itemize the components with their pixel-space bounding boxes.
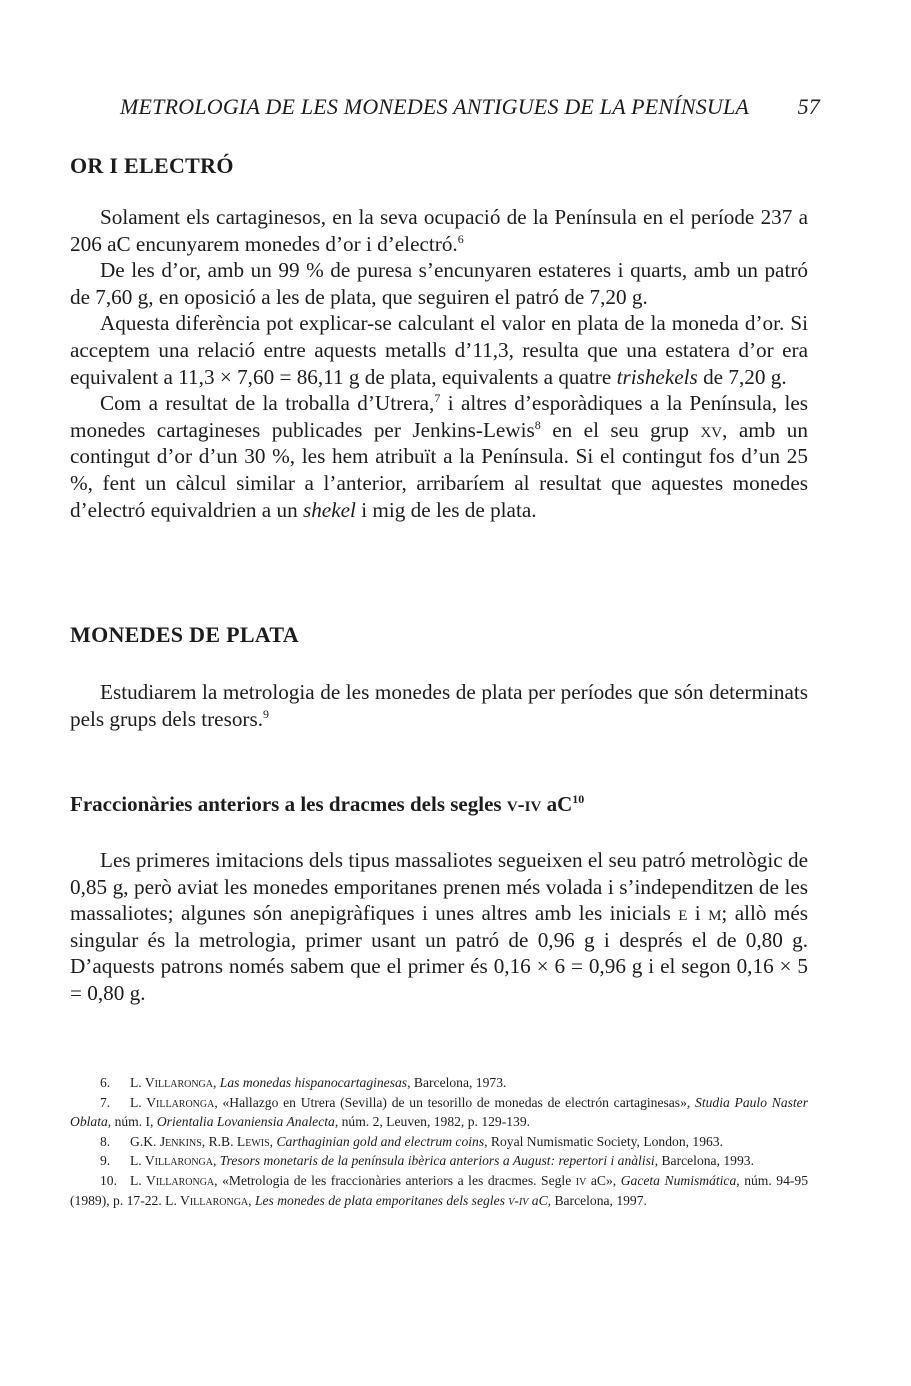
footnote-ref: 9	[263, 706, 270, 721]
paragraph-text: Estudiarem la metrologia de les monedes de plata per períodes que són determinats pels grups dels tresors.	[70, 680, 808, 731]
heading-fraccionaries	[70, 792, 584, 817]
small-caps-numeral: v-iv	[508, 1192, 529, 1208]
running-header	[120, 94, 820, 120]
small-caps-numeral: iv	[575, 1172, 587, 1188]
footnote-ref: 8	[534, 417, 541, 432]
footnote-author: L. Villaronga	[165, 1192, 249, 1208]
paragraph	[70, 679, 808, 732]
footnote-title: Studia Paulo Naster Oblata	[70, 1094, 809, 1130]
footnote-text: , «Hallazgo en Utrera (Sevilla) de un tesorillo de monedas de electrón cartaginesas»,	[214, 1094, 696, 1110]
footnote-text: , núm. 2, Leuven, 1982, p. 129-139.	[334, 1114, 531, 1130]
footnote-author: L. Villaronga	[130, 1075, 213, 1090]
heading-or-electro: OR I ELECTRÓ	[70, 153, 234, 178]
section-monedes-plata-text	[70, 679, 808, 732]
footnote-6	[70, 1073, 808, 1093]
footnote-ref: 6	[457, 231, 464, 246]
footnote-9	[70, 1151, 808, 1171]
footnote-ref: 10	[572, 792, 585, 806]
footnote-text: , Royal Numismatic Society, London, 1963.	[484, 1133, 723, 1149]
footnote-text: , Barcelona, 1997.	[547, 1192, 647, 1208]
heading-text: Fraccionàries anteriors a les dracmes dels segles	[70, 792, 507, 816]
section-or-electro-text	[70, 204, 808, 523]
paragraph-text: i	[687, 901, 709, 926]
footnote-title: Orientalia Lovaniensia Analecta	[156, 1114, 335, 1130]
footnote-author: L. Villaronga	[130, 1153, 213, 1169]
footnotes	[70, 1073, 808, 1210]
footnote-ref: 7	[434, 391, 441, 406]
footnote-text: aC»,	[586, 1172, 621, 1188]
paragraph-text: Aquesta diferència pot explicar-se calculant el valor en plata de la moneda d’or. Si acceptem una relació entre aquests metalls d’11,3, resulta que una estatera d’or era equivalent a 11,3 × 7,60 = 86,11 g de plata, equivalents a quatre	[70, 311, 808, 389]
footnote-number: 8.	[100, 1133, 111, 1149]
footnote-number: 7.	[100, 1094, 111, 1110]
footnote-text: ,	[248, 1192, 255, 1208]
footnote-8	[70, 1132, 808, 1152]
footnote-title: Las monedas hispanocartaginesas	[219, 1075, 408, 1090]
paragraph-text: , amb un contingut d’or d’un 30 %, les hem atribuït a la Península. Si el contingut fos d’un 25 %, fent un càlcul similar a l’anterior, arribaríem al resultat que aquestes monedes d’electró equivaldrien a un	[70, 417, 808, 522]
footnote-number: 6.	[100, 1075, 111, 1090]
paragraph: De les d’or, amb un 99 % de puresa s’encunyaren estateres i quarts, amb un patró de 7,60 g, en oposició a les de plata, que seguiren el patró de 7,20 g.	[70, 258, 808, 309]
footnote-text: , núm. I,	[107, 1114, 157, 1130]
footnote-text: ,	[213, 1075, 220, 1090]
paragraph	[70, 204, 808, 257]
footnote-text: ,	[213, 1153, 220, 1169]
paragraph	[70, 390, 808, 523]
page-number: 57	[797, 94, 820, 119]
footnote-text: ,	[269, 1133, 277, 1149]
small-caps-letter: m	[708, 901, 722, 926]
paragraph-text: Solament els cartaginesos, en la seva ocupació de la Península en el període 237 a 206 aC encunyarem monedes d’or i d’electró.	[70, 205, 808, 256]
footnote-text: , núm. 94-95 (1989), p. 17-22.	[70, 1172, 809, 1208]
footnote-title: Les monedes de plata emporitanes dels segles	[254, 1192, 509, 1208]
footnote-author: L. Villaronga	[130, 1172, 215, 1188]
section-fraccionaries-text	[70, 847, 808, 1007]
footnote-title: Gaceta Numismática	[620, 1172, 737, 1188]
footnote-title: Tresors monetaris de la península ibèrica anteriors a August: repertori i anàlisi	[219, 1153, 655, 1169]
paragraph-text: ; allò més singular és la metrologia, primer usant un patró de 0,96 g i després el de 0,80 g. D’aquests patrons només sabem que el primer és 0,16 × 6 = 0,96 g i el segon 0,16 × 5 = 0,80 g.	[70, 901, 809, 1005]
footnote-10	[70, 1171, 808, 1210]
paragraph	[70, 847, 808, 1007]
footnote-number: 10.	[100, 1172, 117, 1188]
heading-monedes-plata: MONEDES DE PLATA	[70, 622, 299, 647]
footnote-author: G.K. Jenkins, R.B. Lewis	[130, 1133, 270, 1149]
footnote-text: , «Metrologia de les fraccionàries anteriors a les dracmes. Segle	[214, 1172, 576, 1188]
paragraph-text: i altres d’esporàdiques a la Península, les monedes cartagineses publicades per Jenkins-Lewis	[70, 391, 808, 442]
paragraph-text: en el seu grup	[540, 417, 701, 442]
small-caps-numeral: xv	[700, 417, 723, 442]
heading-text: aC	[541, 792, 573, 816]
footnote-title: Carthaginian gold and electrum coins	[276, 1133, 485, 1149]
footnote-title: aC	[528, 1192, 548, 1208]
footnote-text: , Barcelona, 1993.	[654, 1153, 754, 1169]
paragraph-text: Com a resultat de la troballa d’Utrera,	[100, 391, 435, 416]
paragraph-text: i mig de les de plata.	[355, 497, 537, 522]
small-caps-letter: e	[678, 901, 688, 926]
paragraph	[70, 310, 808, 390]
footnote-author: L. Villaronga	[130, 1094, 215, 1110]
italic-term: trishekels	[616, 364, 698, 389]
footnote-7	[70, 1093, 808, 1132]
running-title: METROLOGIA DE LES MONEDES ANTIGUES DE LA PENÍNSULA	[120, 94, 750, 119]
footnote-text: , Barcelona, 1973.	[407, 1075, 507, 1090]
paragraph-text: Les primeres imitacions dels tipus massaliotes segueixen el seu patró metrològic de 0,85 g, però aviat les monedes emporitanes prenen més volada i s’independitzen de les massaliotes; algunes són anepigràfiques i unes altres amb les inicials	[70, 848, 808, 926]
italic-term: shekel	[302, 497, 356, 522]
small-caps-numeral: v-iv	[506, 792, 542, 816]
paragraph-text: de 7,20 g.	[697, 364, 787, 389]
footnote-number: 9.	[100, 1153, 111, 1169]
